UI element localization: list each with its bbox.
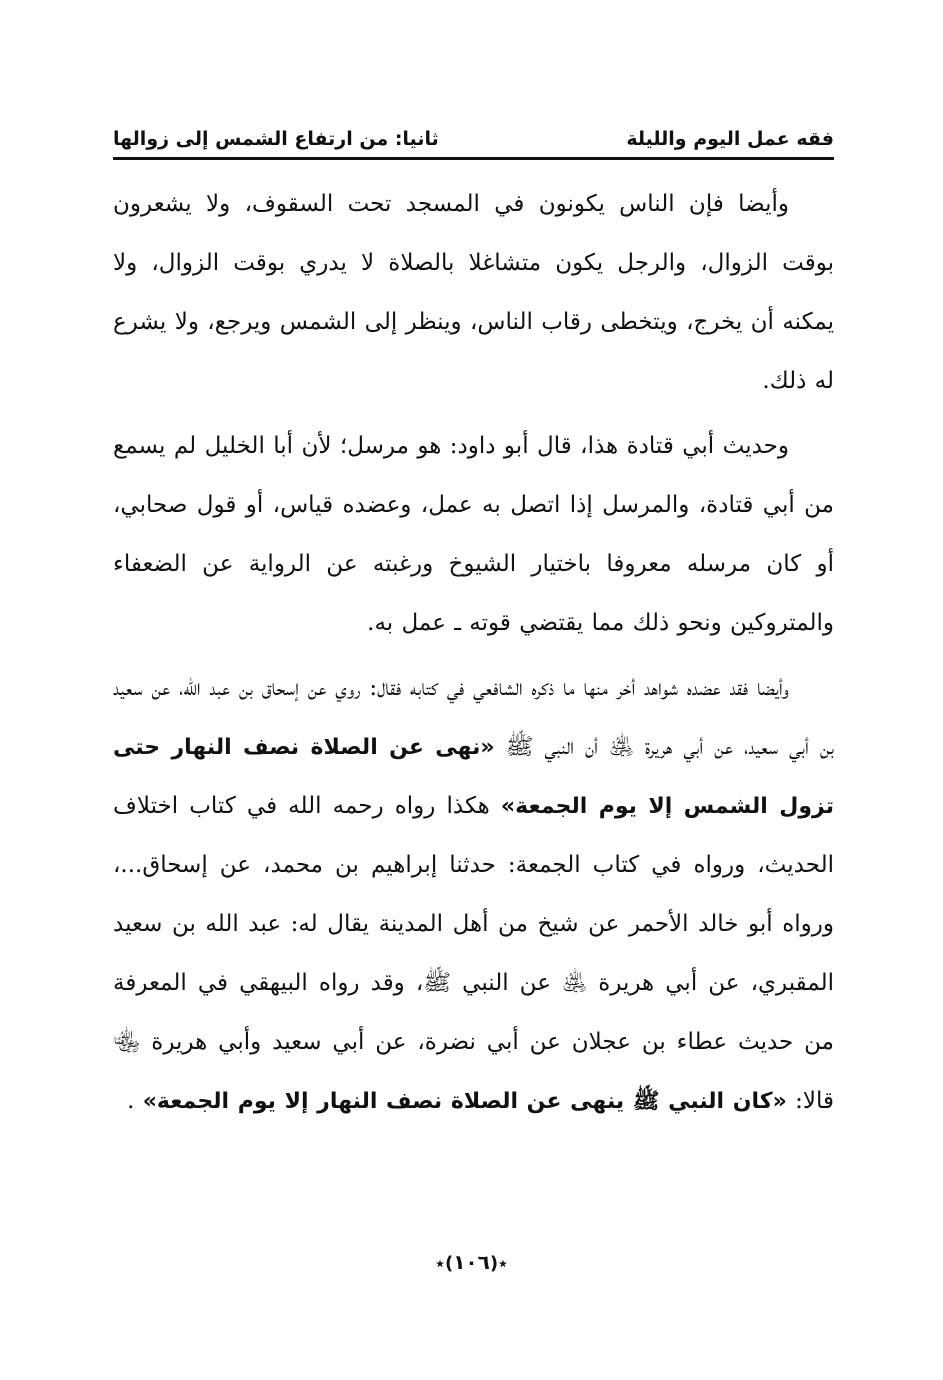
- body-text: [113, 175, 834, 1131]
- paragraph-2-text: وحديث أبي قتادة هذا، قال أبو داود: هو مرسل؛ لأن أبا الخليل لم يسمع من أبي قتادة، والمرسل إذا اتصل به عمل، وعضده قياس، أو قول صحابي، أو كان مرسله معروفا باختيار الشيوخ ورغبته عن الرواية عن الضعفاء والمتروكين ونحو ذلك مما يقتضي قوته ـ عمل به.: [113, 433, 834, 636]
- paragraph-3-text-b: هكذا رواه رحمه الله في كتاب اختلاف الحديث، ورواه في كتاب الجمعة: حدثنا إبراهيم بن محمد، عن إسحاق...، ورواه أبو خالد الأحمر عن شيخ من أهل المدينة يقال له: عبد الله بن سعيد المقبري، عن أبي هريرة ﵁ عن النبي ﷺ، وقد رواه البيهقي في المعرفة من حديث عطاء بن عجلان عن أبي نضرة، عن أبي سعيد وأبي هريرة ﵄ قالا:: [113, 793, 834, 1114]
- paragraph-1-text: وأيضا فإن الناس يكونون في المسجد تحت السقوف، ولا يشعرون بوقت الزوال، والرجل يكون متشاغلا بالصلاة لا يدري بوقت الزوال، ولا يمكنه أن يخرج، ويتخطى رقاب الناس، وينظر إلى الشمس ويرجع، ولا يشرع له ذلك.: [113, 191, 834, 394]
- hadith-quote-1: «نهى عن الصلاة نصف النهار حتى تزول الشمس إلا يوم الجمعة»: [113, 735, 834, 819]
- header-rule: [113, 157, 834, 160]
- paragraph-3-text-c: .: [127, 1088, 143, 1114]
- page-number-ornament-right: ٭(: [489, 1253, 508, 1274]
- page-number: [0, 1250, 943, 1274]
- paragraph-1: [113, 175, 834, 411]
- header-chapter-title: ثانيا: من ارتفاع الشمس إلى زوالها: [113, 128, 439, 150]
- page-number-value: ١٠٦: [453, 1250, 490, 1274]
- running-header: [113, 126, 834, 160]
- paragraph-3-text-a: وأيضا فقد عضده شواهد أخر منها ما ذكره الشافعي في كتابه فقال: روي عن إسحاق بن عبد الله، عن سعيد بن أبي سعيد، عن أبي هريرة ﵁ أن النبي ﷺ: [113, 675, 834, 760]
- paragraph-2: [113, 417, 834, 653]
- paragraph-3: [113, 659, 834, 1131]
- page-number-ornament-left: )٭: [435, 1253, 454, 1274]
- header-book-title: فقه عمل اليوم والليلة: [626, 128, 834, 150]
- hadith-quote-2: «كان النبي ﷺ ينهى عن الصلاة نصف النهار إلا يوم الجمعة»: [142, 1089, 787, 1114]
